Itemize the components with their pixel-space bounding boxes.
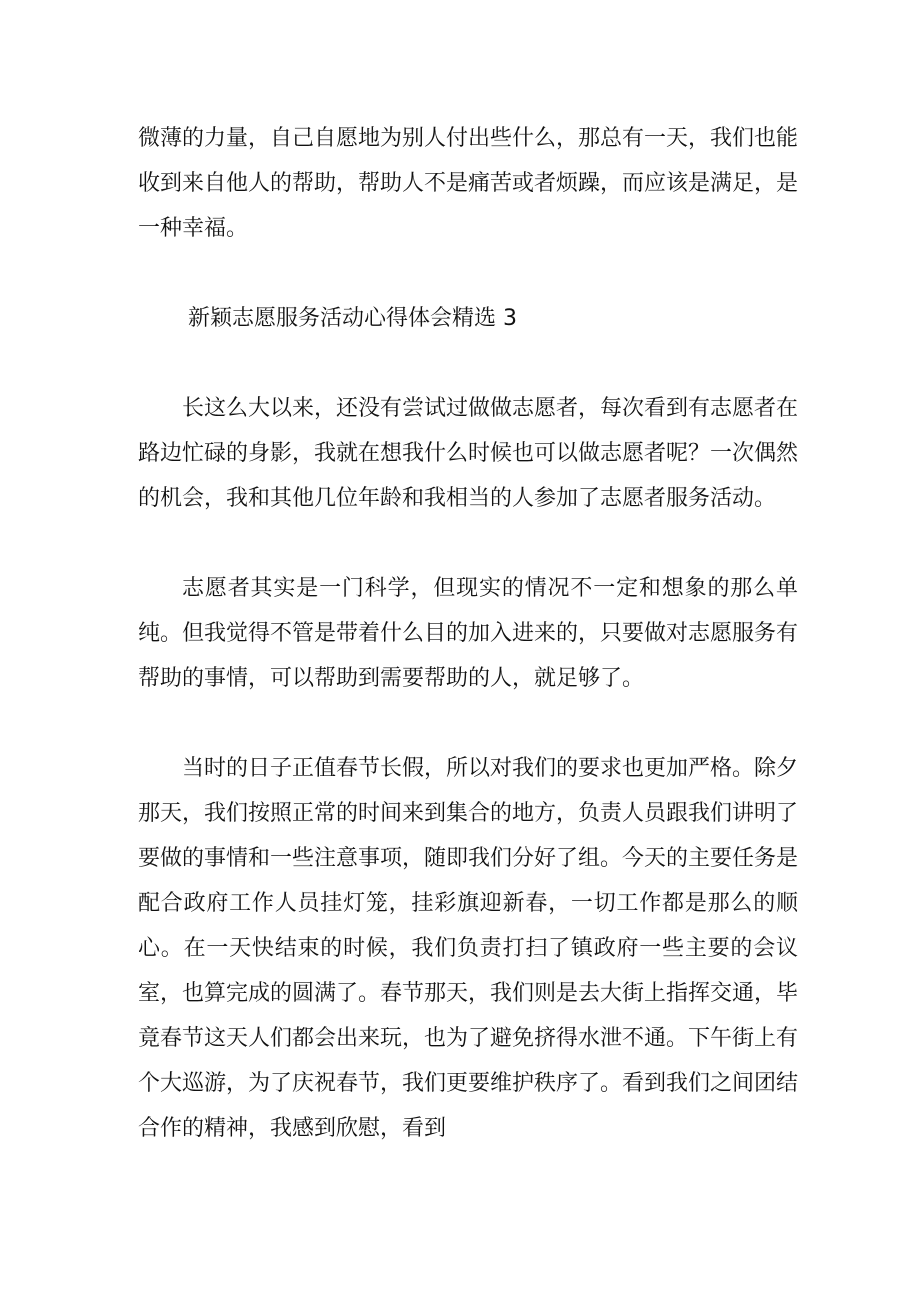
body-paragraph-3: 当时的日子正值春节长假，所以对我们的要求也更加严格。除夕那天，我们按照正常的时间来到集合的地方，负责人员跟我们讲明了要做的事情和一些注意事项，随即我们分好了组。今天的主要任务是配合政府工作人员挂灯笼，挂彩旗迎新春，一切工作都是那么的顺心。在一天快结束的时候，我们负责打扫了镇政府一些主要的会议室，也算完成的圆满了。春节那天，我们则是去大街上指挥交通，毕竟春节这天人们都会出来玩，也为了避免挤得水泄不通。下午街上有个大巡游，为了庆祝春节，我们更要维护秩序了。看到我们之间团结合作的精神，我感到欣慰，看到 — [138, 756, 799, 1141]
section-heading: 新颖志愿服务活动心得体会精选 3 — [188, 306, 517, 331]
continued-paragraph: 微薄的力量，自己自愿地为别人付出些什么，那总有一天，我们也能收到来自他人的帮助，帮助人不是痛苦或者烦躁，而应该是满足，是一种幸福。 — [138, 126, 799, 241]
body-paragraph-2: 志愿者其实是一门科学，但现实的情况不一定和想象的那么单纯。但我觉得不管是带着什么目的加入进来的，只要做对志愿服务有帮助的事情，可以帮助到需要帮助的人，就足够了。 — [138, 576, 799, 691]
document-body — [138, 116, 798, 1196]
body-paragraph-1: 长这么大以来，还没有尝试过做做志愿者，每次看到有志愿者在路边忙碌的身影，我就在想我什么时候也可以做志愿者呢？一次偶然的机会，我和其他几位年龄和我相当的人参加了志愿者服务活动。 — [138, 396, 799, 511]
